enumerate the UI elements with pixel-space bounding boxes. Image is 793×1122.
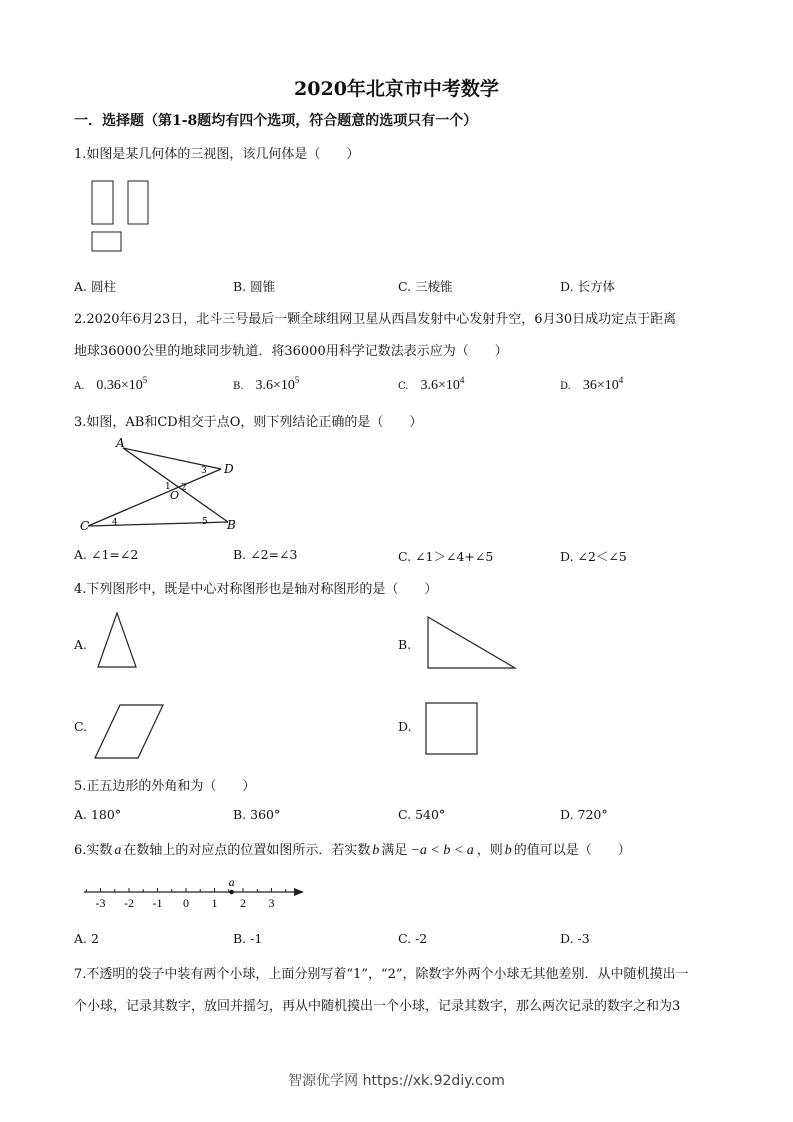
q1-option-c[interactable]: C. 三棱锥 <box>398 279 453 294</box>
question-5-stem: 5.正五边形的外角和为（ ） <box>74 779 256 794</box>
point-a-marker <box>229 890 233 894</box>
axis-tick-label: -2 <box>124 896 134 910</box>
q6-option-a[interactable]: A. 2 <box>74 931 99 946</box>
q3-option-d[interactable]: D. ∠2＜∠5 <box>560 549 627 564</box>
page-title: 2020年北京市中考数学 <box>294 78 499 100</box>
q4-option-c[interactable]: C. <box>74 719 88 734</box>
angle-4-label: 4 <box>112 518 118 528</box>
q3-option-a[interactable]: A. ∠1=∠2 <box>74 547 139 562</box>
top-view-rect <box>92 232 121 251</box>
question-4-stem: 4.下列图形中，既是中心对称图形也是轴对称图形的是（ ） <box>74 582 438 597</box>
q5-option-d[interactable]: D. 720° <box>560 807 608 822</box>
isosceles-triangle-figure <box>95 611 140 671</box>
q1-option-a[interactable]: A. 圆柱 <box>74 279 116 294</box>
q6-option-c[interactable]: C. -2 <box>398 931 428 946</box>
label-o: O <box>170 489 180 502</box>
footer-watermark: 智源优学网 https://xk.92diy.com <box>288 1073 505 1089</box>
q4-option-b[interactable]: B. <box>398 637 412 652</box>
right-triangle-figure <box>425 614 520 672</box>
q3-option-b[interactable]: B. ∠2=∠3 <box>233 547 298 562</box>
q5-option-a[interactable]: A. 180° <box>74 807 122 822</box>
question-7-line1: 7.不透明的袋子中装有两个小球，上面分别写着“1”，“2”，除数字外两个小球无其他差别．从中随机摸出一 <box>74 967 689 982</box>
q1-option-d[interactable]: D. 长方体 <box>560 279 616 294</box>
label-a: A <box>116 436 125 450</box>
angle-5-label: 5 <box>202 517 208 527</box>
axis-tick-label: 1 <box>211 896 218 910</box>
square-figure <box>423 700 481 758</box>
question-3-stem: 3.如图，AB和CD相交于点O，则下列结论正确的是（ ） <box>74 415 423 430</box>
q4-option-a[interactable]: A. <box>74 637 88 652</box>
label-b: B <box>227 518 236 532</box>
q3-option-c[interactable]: C. ∠1＞∠4+∠5 <box>398 549 494 564</box>
q4-option-d[interactable]: D. <box>398 719 412 734</box>
angle-2-label: 2 <box>181 483 187 493</box>
question-1-stem: 1.如图是某几何体的三视图，该几何体是（ ） <box>74 147 360 162</box>
front-view-rect <box>92 181 113 224</box>
q5-option-b[interactable]: B. 360° <box>233 807 281 822</box>
axis-tick-label: 3 <box>268 896 275 910</box>
q2-option-c[interactable]: C. $3.6\times 10^4$ <box>398 375 465 393</box>
number-line-figure <box>82 874 312 914</box>
question-6-stem: 6.实数 a 在数轴上的对应点的位置如图所示．若实数 b 满足 −a < b < a ，则 b 的值可以是（ ） <box>74 843 631 858</box>
q5-option-c[interactable]: C. 540° <box>398 807 446 822</box>
q2-option-d[interactable]: D. $36\times 10^4$ <box>560 375 624 393</box>
number-line-arrow <box>294 888 304 896</box>
q6-option-d[interactable]: D. -3 <box>560 931 590 946</box>
question-7-line2: 个小球，记录其数字，放回并摇匀，再从中随机摸出一个小球，记录其数字，那么两次记录的数字之和为3 <box>74 999 681 1014</box>
axis-tick-label: 2 <box>240 896 246 910</box>
q1-option-b[interactable]: B. 圆锥 <box>233 279 276 294</box>
question-2-stem-line1: 2.2020年6月23日，北斗三号最后一颗全球组网卫星从西昌发射中心发射升空，6月30日成功定点于距离 <box>74 312 677 327</box>
q2-option-a[interactable]: A. $0.36\times 10^5$ <box>74 375 148 393</box>
section-heading: 一．选择题（第1-8题均有四个选项，符合题意的选项只有一个） <box>74 113 478 129</box>
intersecting-lines-figure <box>78 438 248 533</box>
angle-3-label: 3 <box>201 466 207 476</box>
q6-option-b[interactable]: B. -1 <box>233 931 263 946</box>
axis-tick-label: -1 <box>152 896 163 910</box>
angle-1-label: 1 <box>165 482 171 492</box>
side-view-rect <box>128 181 148 224</box>
label-c: C <box>80 519 90 533</box>
axis-tick-label: 0 <box>183 896 189 910</box>
three-view-figure <box>90 180 160 255</box>
label-d: D <box>224 462 234 476</box>
axis-tick-label: -3 <box>95 896 106 910</box>
question-2-stem-line2: 地球36000公里的地球同步轨道．将36000用科学记数法表示应为（ ） <box>74 344 508 359</box>
point-a-label: a <box>228 875 235 889</box>
q2-option-b[interactable]: B. $3.6\times 10^5$ <box>233 375 300 393</box>
parallelogram-figure <box>92 702 167 762</box>
